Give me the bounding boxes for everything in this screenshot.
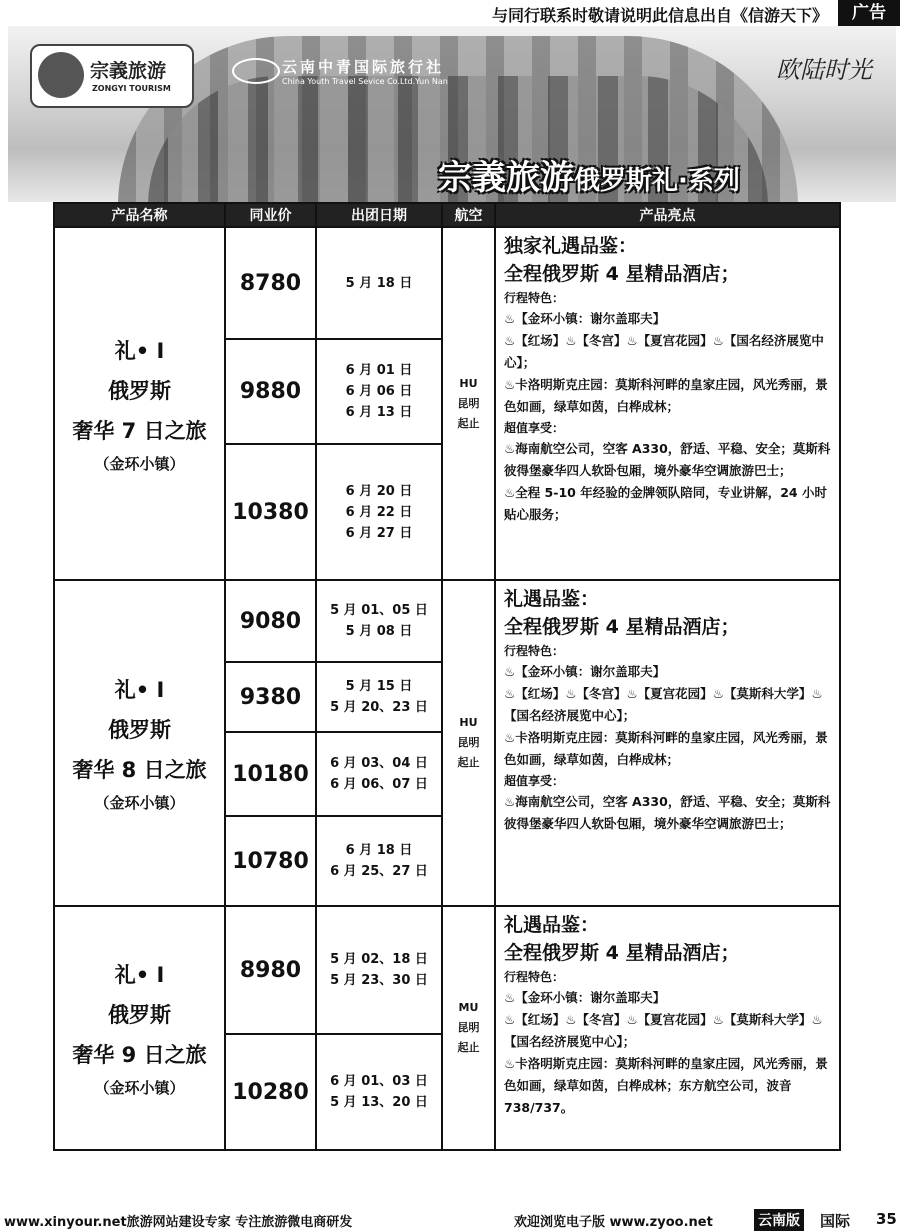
airline-line: HU [459,716,478,729]
airline-cell [442,227,495,580]
table-body [54,227,840,1150]
dates-cell [316,816,442,906]
price-cell: 9080 [225,580,316,662]
slogan: 欧陆时光 [776,56,872,84]
logo-cn: 宗義旅游 [90,60,167,82]
price-cell: 9380 [225,662,316,732]
price-cell: 10780 [225,816,316,906]
highlight-heading: 礼遇品鉴： [504,588,600,610]
footer-left: www.xinyour.net旅游网站建设专家 专注旅游微电商研发 [4,1215,353,1230]
airline-line: HU [459,376,478,390]
departure-date: 5 月 23、30 日 [330,973,428,988]
highlights-cell [495,580,840,906]
departure-date: 6 月 22 日 [345,504,413,520]
airline-line: MU [458,1001,479,1014]
departure-date: 5 月 08 日 [345,624,413,639]
airline-cell [442,906,495,1150]
dates-cell [316,662,442,732]
header-highlights: 产品亮点 [495,203,840,227]
product-subtitle: （金环小镇） [94,454,185,473]
product-name-line: 奢华 8 日之旅 [72,758,207,782]
dates-cell [316,444,442,580]
highlight-line: ♨卡洛明斯克庄园：莫斯科河畔的皇家庄园，风光秀丽，景色如画，绿草如茵，白桦成林；东方航空公司，波音 738/737。 [504,1056,828,1115]
series-title [438,150,740,199]
departure-date: 6 月 13 日 [345,405,413,420]
page-number: 35 [876,1210,897,1228]
price-cell: 8780 [225,227,316,339]
highlight-line: ♨海南航空公司，空客 A330，舒适、平稳、安全；莫斯科彼得堡豪华四人软卧包厢，境外豪华空调旅游巴士； [504,441,831,478]
airline-line: 起止 [457,416,480,430]
highlight-line: ♨【红场】♨【冬宫】♨【夏宫花园】♨【国名经济展览中心】； [504,333,824,370]
header-dates: 出团日期 [316,203,442,227]
ad-label: 广告 [838,0,900,26]
table-row [54,227,840,339]
product-name-line: 礼• I [114,678,165,702]
footer-section: 国际 [820,1212,851,1230]
footer-region: 云南版 [754,1209,804,1231]
highlight-line: ♨【金环小镇：谢尔盖耶夫】 [504,990,666,1005]
dates-cell [316,732,442,816]
highlight-line: ♨【金环小镇：谢尔盖耶夫】 [504,311,666,326]
agency-cn: 云南中青国际旅行社 [282,58,445,76]
table-header-row [54,203,840,227]
highlight-line: ♨海南航空公司，空客 A330，舒适、平稳、安全；莫斯科彼得堡豪华四人软卧包厢，境外豪华空调旅游巴士； [504,794,831,831]
footprint-icon [38,52,84,98]
departure-date: 5 月 20、23 日 [330,700,428,715]
product-name-line: 俄罗斯 [108,1003,171,1027]
airline-line: 昆明 [457,396,480,410]
departure-date: 6 月 27 日 [345,525,413,541]
header-price: 同业价 [225,203,316,227]
highlight-heading: 全程俄罗斯 4 星精品酒店； [504,263,740,285]
product-name-line: 俄罗斯 [108,718,171,742]
highlight-line: ♨【金环小镇：谢尔盖耶夫】 [504,664,666,679]
airline-line: 起止 [457,756,480,769]
departure-date: 6 月 06 日 [345,384,413,399]
header-product-name: 产品名称 [54,203,225,227]
dates-cell [316,580,442,662]
header-airline: 航空 [442,203,495,227]
highlight-heading: 礼遇品鉴： [504,914,600,936]
agency-en: China Youth Travel Sevice Co.Ltd.Yun Nan [282,77,448,86]
departure-date: 6 月 20 日 [345,483,413,499]
product-name-cell [54,906,225,1150]
highlight-line: ♨卡洛明斯克庄园：莫斯科河畔的皇家庄园，风光秀丽，景色如画，绿草如茵，白桦成林； [504,730,828,767]
product-name-cell [54,580,225,906]
price-cell: 10380 [225,444,316,580]
dates-cell [316,227,442,339]
departure-date: 5 月 02、18 日 [330,952,428,967]
top-banner [0,0,900,26]
price-cell: 9880 [225,339,316,444]
highlight-line: ♨【红场】♨【冬宫】♨【夏宫花园】♨【莫斯科大学】♨【国名经济展览中心】； [504,1012,823,1049]
company-logo [30,44,194,108]
departure-date: 6 月 01 日 [345,363,413,378]
departure-date: 5 月 13、20 日 [330,1095,428,1110]
departure-date: 6 月 25、27 日 [330,864,428,879]
airline-line: 昆明 [457,1021,480,1034]
airline-cell [442,580,495,906]
highlight-line: 行程特色： [504,291,565,305]
highlight-line: ♨卡洛明斯克庄园：莫斯科河畔的皇家庄园，风光秀丽，景色如画，绿草如茵，白桦成林； [504,377,828,414]
series-main: 宗義旅游 [438,158,574,198]
product-name-line: 俄罗斯 [108,378,171,403]
highlights-cell [495,906,840,1150]
highlight-heading: 独家礼遇品鉴： [504,235,638,257]
departure-date: 6 月 03、04 日 [330,756,428,771]
dates-cell [316,339,442,444]
table-row [54,906,840,1034]
highlight-line: 行程特色： [504,970,565,984]
airline-line: 昆明 [457,736,480,749]
highlight-line: ♨全程 5-10 年经验的金牌领队陪同，专业讲解，24 小时贴心服务； [504,485,827,522]
footer-middle: 欢迎浏览电子版 www.zyoo.net [514,1215,713,1230]
product-name-cell [54,227,225,580]
product-subtitle: （金环小镇） [94,794,185,812]
source-notice: 与同行联系时敬请说明此信息出自《信游天下》 [491,6,828,25]
highlight-line: ♨【红场】♨【冬宫】♨【夏宫花园】♨【莫斯科大学】♨【国名经济展览中心】； [504,686,823,723]
product-table [53,202,841,1151]
price-cell: 10180 [225,732,316,816]
footer-bar [0,1208,900,1230]
airline-line: 起止 [457,1041,480,1054]
product-subtitle: （金环小镇） [94,1079,185,1097]
price-cell: 10280 [225,1034,316,1150]
logo-en: ZONGYI TOURISM [92,84,171,93]
series-sub: 俄罗斯礼·系列 [574,166,740,196]
highlights-cell [495,227,840,580]
table-row [54,580,840,662]
departure-date: 6 月 01、03 日 [330,1074,428,1089]
product-name-line: 礼• I [114,338,165,363]
highlight-line: 超值享受： [504,774,565,788]
departure-date: 5 月 01、05 日 [330,603,428,618]
departure-date: 6 月 06、07 日 [330,777,428,792]
departure-date: 5 月 15 日 [345,679,413,694]
highlight-line: 行程特色： [504,644,565,658]
price-cell: 8980 [225,906,316,1034]
product-name-line: 奢华 7 日之旅 [72,418,207,443]
highlight-heading: 全程俄罗斯 4 星精品酒店； [504,616,740,638]
highlight-heading: 全程俄罗斯 4 星精品酒店； [504,942,740,964]
product-name-line: 礼• I [114,963,165,987]
cyts-logo-icon [232,58,280,84]
departure-date: 6 月 18 日 [345,843,413,858]
product-name-line: 奢华 9 日之旅 [72,1043,207,1067]
dates-cell [316,906,442,1034]
departure-date: 5 月 18 日 [345,275,413,291]
highlight-line: 超值享受： [504,421,565,435]
dates-cell [316,1034,442,1150]
agency-brand [232,56,448,86]
